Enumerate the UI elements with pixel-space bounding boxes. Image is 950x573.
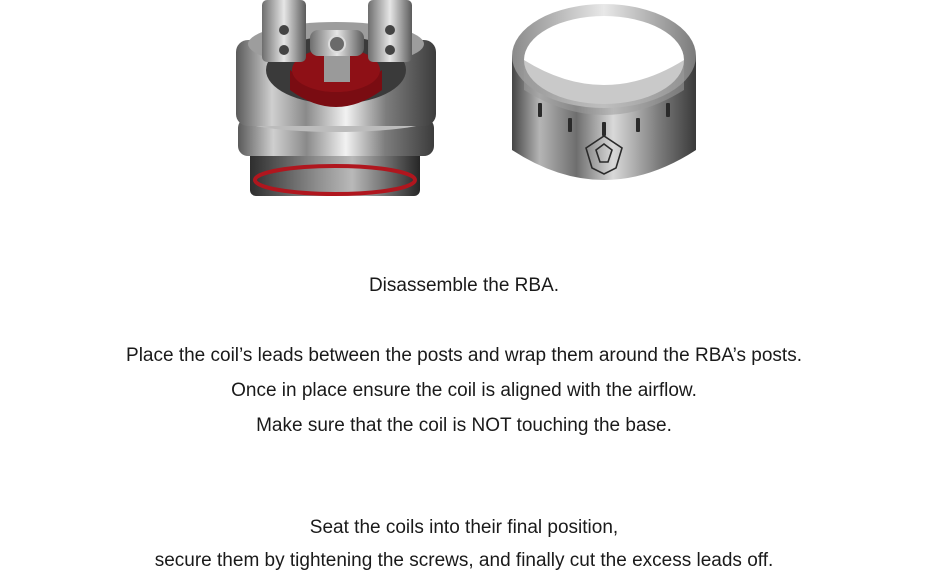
step-place-coil-line-2: Once in place ensure the coil is aligned with the airflow. — [231, 380, 697, 401]
step-place-coil-line-3: Make sure that the coil is NOT touching the base. — [256, 415, 672, 436]
step-seat-coils-line-2: secure them by tightening the screws, and finally cut the excess leads off. — [154, 550, 774, 571]
rba-base-image — [232, 0, 442, 202]
step-place-coil-line-1: Place the coil’s leads between the posts and wrap them around the RBA’s posts. — [126, 345, 802, 366]
rba-outer-ring-image — [508, 0, 700, 192]
step-seat-coils-line-1: Seat the coils into their final position, — [309, 517, 619, 538]
step-disassemble-text: Disassemble the RBA. — [368, 275, 560, 296]
product-images — [0, 0, 950, 210]
